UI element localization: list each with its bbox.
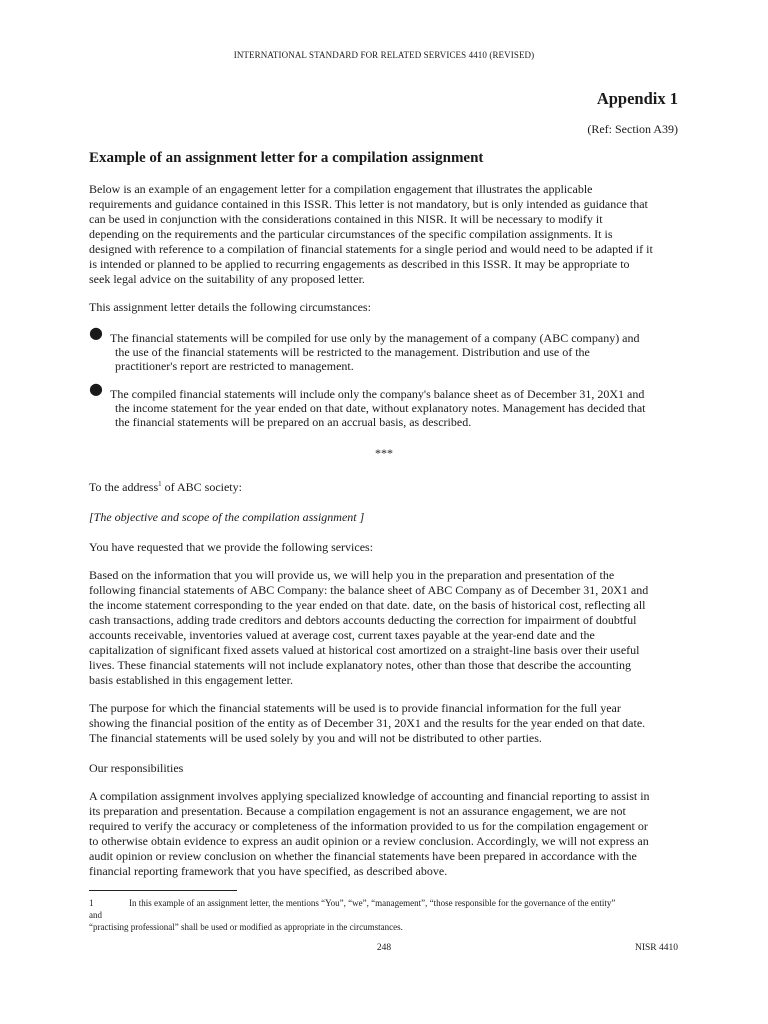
responsibilities-line: A compilation assignment involves applying specialized knowledge of accounting and financial reporting to assist in — [89, 789, 650, 803]
bullet-item — [89, 379, 681, 429]
bullet-line: The financial statements will be compiled for use only by the management of a company (ABC company) and — [110, 331, 640, 345]
responsibilities-paragraph — [89, 789, 681, 879]
footnote-number: 1 — [89, 898, 94, 908]
appendix-title: Appendix 1 — [596, 89, 678, 108]
purpose-line: showing the financial position of the entity as of December 31, 20X1 and the results for the year ended on that date. — [89, 716, 646, 730]
running-header: INTERNATIONAL STANDARD FOR RELATED SERVICES 4410 (REVISED) — [233, 50, 535, 60]
request-sentence: You have requested that we provide the following services: — [89, 540, 374, 554]
intro-line: seek legal advice on the suitability of any proposed letter. — [89, 272, 365, 286]
page-number: 248 — [376, 943, 392, 953]
footnote-line — [89, 897, 689, 909]
bullet-line: the financial statements will be prepared on an accrual basis, as described. — [115, 415, 472, 429]
basis-line: cash transactions, adding trade creditors and debtors accounts deducting the correction for impairment of doubtful — [89, 613, 637, 627]
bullet-line: The compiled financial statements will include only the company's balance sheet as of December 31, 20X1 and — [110, 387, 645, 401]
footnote-divider — [89, 890, 237, 891]
responsibilities-line: required to verify the accuracy or completeness of the information provided to us for the compilation engagement or — [89, 819, 648, 833]
footnote-marker: 1 — [158, 480, 162, 488]
intro-line: is intended or planned to be applied to recurring engagements as described in this ISSR. It may be appropriate to — [89, 257, 630, 271]
basis-line: capitalization of significant fixed assets valued at historical cost amortized on a straight-line basis over their useful — [89, 643, 640, 657]
intro-line: depending on the requirements and the particular circumstances of the specific compilation assignments. It is — [89, 227, 613, 241]
section-heading-objective: [The objective and scope of the compilation assignment ] — [89, 510, 365, 524]
responsibilities-line: financial reporting framework that you have specified, as described above. — [89, 864, 448, 878]
letter-address — [89, 480, 681, 495]
intro-line: designed with reference to a compilation of financial statements for a single period and would need to be adapted if it — [89, 242, 653, 256]
section-separator: *** — [375, 446, 393, 460]
bullet-icon: ● — [89, 323, 103, 342]
document-code: NISR 4410 — [634, 943, 678, 953]
responsibilities-line: to otherwise obtain evidence to express an audit opinion or a review conclusion. Accordingly, we will not express an — [89, 834, 649, 848]
intro-line: Below is an example of an engagement letter for a compilation engagement that illustrates the applicable — [89, 182, 593, 196]
intro-paragraph — [89, 182, 681, 287]
basis-line: lives. These financial statements will not include explanatory notes, other than those that describe the accounting — [89, 658, 631, 672]
address-text: To the address — [89, 480, 159, 494]
bullet-text — [110, 331, 681, 373]
footnote — [89, 897, 689, 933]
purpose-line: The financial statements will be used solely by you and will not be distributed to other parties. — [89, 731, 542, 745]
footnote-text: In this example of an assignment letter, the mentions “You”, “we”, “management”, “those responsible for the governance of the entity” — [129, 898, 616, 908]
section-reference: (Ref: Section A39) — [587, 122, 678, 136]
bullet-icon: ● — [89, 379, 103, 398]
responsibilities-line: audit opinion or review conclusion on whether the financial statements have been prepared in accordance with the — [89, 849, 637, 863]
purpose-paragraph — [89, 701, 681, 746]
responsibilities-line: its preparation and presentation. Because a compilation engagement is not an assurance engagement, we are not — [89, 804, 626, 818]
basis-paragraph — [89, 568, 681, 688]
basis-line: basis established in this engagement letter. — [89, 673, 293, 687]
bullet-line: practitioner's report are restricted to management. — [115, 359, 354, 373]
bullet-line: the income statement for the year ended on that date, without explanatory notes. Management has decided that — [115, 401, 646, 415]
bullet-item — [89, 323, 681, 373]
document-title: Example of an assignment letter for a compilation assignment — [89, 150, 484, 166]
circumstances-intro: This assignment letter details the following circumstances: — [89, 300, 371, 314]
basis-line: following financial statements of ABC Company: the balance sheet of ABC Company as of December 31, 20X1 and — [89, 583, 649, 597]
responsibilities-heading: Our responsibilities — [89, 761, 184, 775]
address-text-rest: of ABC society: — [161, 480, 242, 494]
basis-line: Based on the information that you will provide us, we will help you in the preparation and presentation of the — [89, 568, 615, 582]
intro-line: requirements and guidance contained in this ISSR. This letter is not mandatory, but is only intended as guidance that — [89, 197, 648, 211]
footnote-line: and — [89, 910, 102, 920]
footnote-line: “practising professional” shall be used or modified as appropriate in the circumstances. — [89, 922, 403, 932]
bullet-line: the use of the financial statements will be restricted to the management. Distribution and use of the — [115, 345, 590, 359]
intro-line: can be used in conjunction with the considerations contained in this NISR. It will be necessary to modify it — [89, 212, 603, 226]
basis-line: accounts receivable, inventories valued at average cost, current taxes payable at the year-end date and the — [89, 628, 595, 642]
basis-line: the income statement corresponding to the year ended on that date. date, on the basis of historical cost, reflecting all — [89, 598, 646, 612]
bullet-text — [110, 387, 681, 429]
purpose-line: The purpose for which the financial statements will be used is to provide financial information for the full year — [89, 701, 621, 715]
